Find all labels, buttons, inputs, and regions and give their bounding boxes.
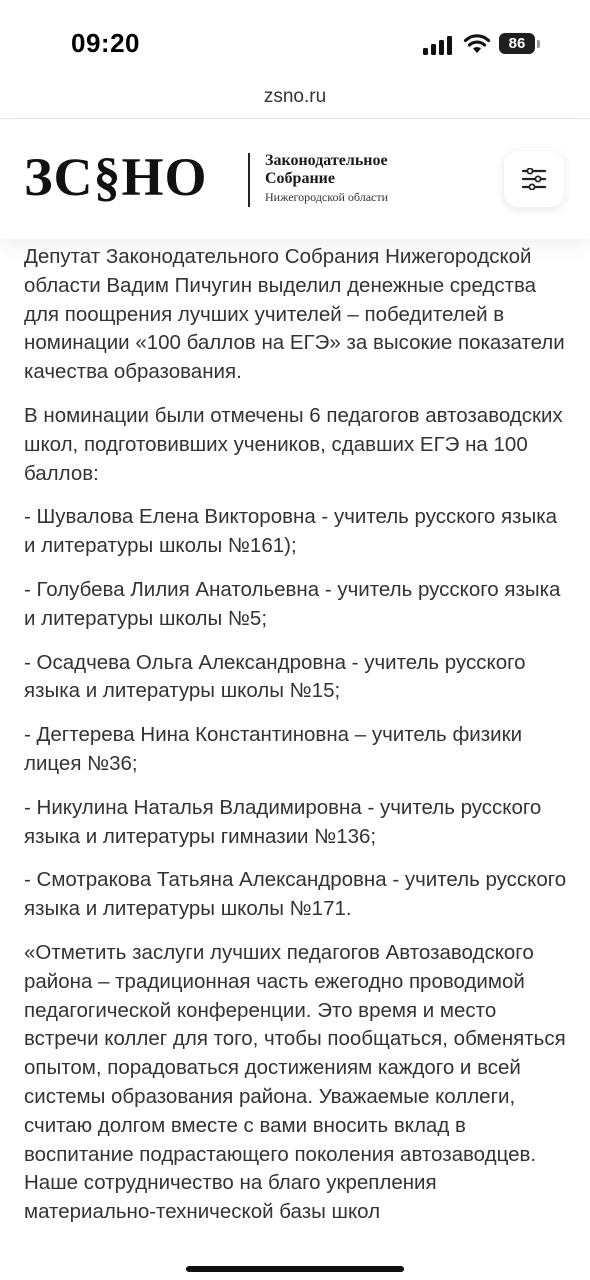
site-logo[interactable]: ЗС§НО: [24, 147, 208, 207]
teacher-list-item: - Голубева Лилия Анатольевна - учитель русского языка и литературы школы №5;: [24, 577, 561, 630]
teacher-list-item: - Никулина Наталья Владимировна - учитель русского языка и литературы гимназии №136;: [24, 795, 542, 848]
address-bar[interactable]: zsno.ru: [263, 86, 327, 107]
teacher-list-item: - Осадчева Ольга Александровна - учитель русского языка и литературы школы №15;: [24, 650, 526, 703]
article-paragraph: В номинации были отмечены 6 педагогов автозаводских школ, подготовивших учеников, сдавших ЕГЭ на 100 баллов:: [24, 403, 563, 485]
menu-button[interactable]: [504, 151, 564, 207]
org-name-line1: Законодательное: [265, 152, 388, 169]
article-paragraph: Депутат Законодательного Собрания Нижегородской области Вадим Пичугин выделил денежные средства для поощрения лучших учителей – победителей в номинации «100 баллов на ЕГЭ» за высокие показатели качества образования.: [24, 245, 565, 384]
status-bar: [0, 0, 590, 88]
battery-level: 86: [499, 33, 535, 54]
org-name-line3: Нижегородской области: [265, 190, 389, 204]
teacher-list-item: - Шувалова Елена Викторовна - учитель русского языка и литературы школы №161);: [24, 505, 558, 558]
org-name-line2: Собрание: [265, 170, 335, 187]
article-quote: «Отметить заслуги лучших педагогов Автозаводского района – традиционная часть ежегодно проводимой педагогической конференции. Это время и место встречи коллег для того, чтобы пообщаться, обменяться опытом, порадоваться достижениям каждого и всей системы образования района. Уважаемые коллеги, считаю долгом вместе с вами вносить вклад в воспитание подрастающего поколения автозаводцев. Наше сотрудничество на благо укрепления материально-технической базы школ: [24, 940, 566, 1224]
battery-tip: [537, 40, 540, 48]
cellular-signal-icon: [423, 35, 453, 55]
wifi-icon: [463, 33, 491, 55]
teacher-list-item: - Смотракова Татьяна Александровна - учитель русского языка и литературы школы №171.: [24, 868, 567, 921]
battery-icon: [499, 33, 543, 55]
home-indicator[interactable]: [186, 1266, 404, 1272]
logo-divider: [248, 153, 250, 207]
site-header: [0, 119, 590, 239]
article-body: [24, 243, 570, 1242]
teacher-list-item: - Дегтерева Нина Константиновна – учитель физики лицея №36;: [24, 723, 523, 775]
status-time: 09:20: [71, 28, 140, 58]
menu-icon: [521, 168, 547, 190]
